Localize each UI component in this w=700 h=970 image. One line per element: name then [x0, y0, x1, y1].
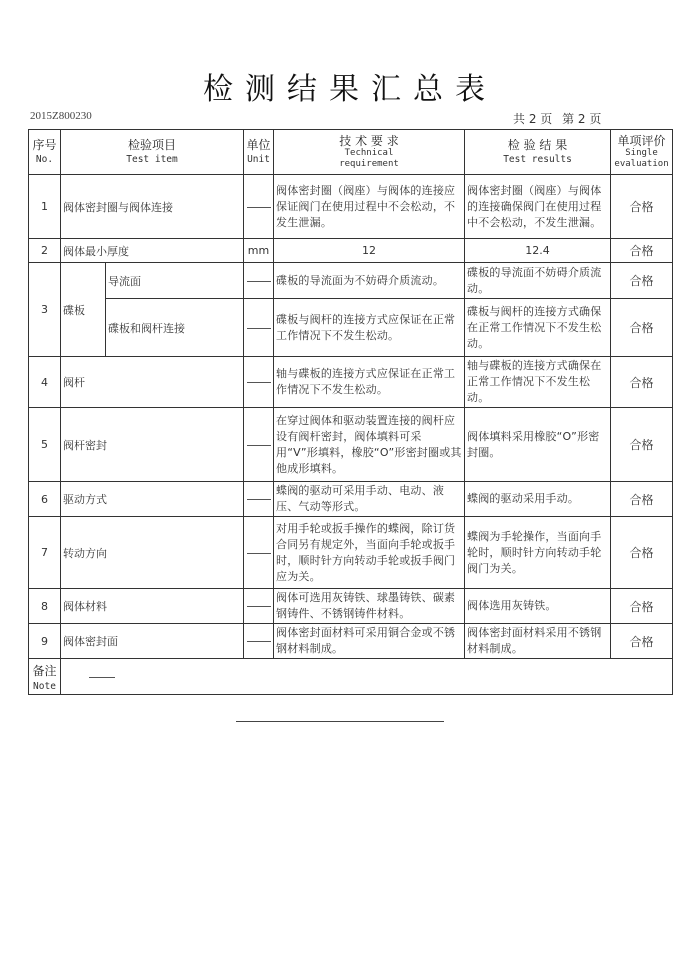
row-requirement: 对用手轮或扳手操作的蝶阀，除订货合同另有规定外，当面向手轮或扳手时，顺时针方向转动手轮或扳手阀门应为关。: [274, 517, 465, 589]
row-evaluation: 合格: [611, 408, 673, 482]
table-row: [29, 299, 673, 357]
row-requirement: 阀体可选用灰铸铁、球墨铸铁、碳素钢铸件、不锈钢铸件材料。: [274, 589, 465, 624]
table-row: [29, 357, 673, 408]
page-total: 共 2 页: [513, 112, 553, 126]
row-requirement: 12: [274, 239, 465, 263]
row-item: 驱动方式: [61, 482, 244, 517]
row-item: 阀体最小厚度: [61, 239, 244, 263]
row-requirement: 在穿过阀体和驱动装置连接的阀杆应设有阀杆密封，阀体填料可采用“V”形填料，橡胶“O”形密封圈或其他成形填料。: [274, 408, 465, 482]
row-result: 碟板的导流面不妨碍介质流动。: [465, 263, 611, 299]
header-unit: 单位 Unit: [244, 130, 274, 175]
header-result: 检 验 结 果 Test results: [465, 130, 611, 175]
row-unit: [244, 299, 274, 357]
row-requirement: 轴与碟板的连接方式应保证在正常工作情况下不发生松动。: [274, 357, 465, 408]
row-requirement: 蝶阀的驱动可采用手动、电动、液压、气动等形式。: [274, 482, 465, 517]
header-row: [29, 130, 673, 175]
header-evaluation: 单项评价 Single evaluation: [611, 130, 673, 175]
row-requirement: 阀体密封面材料可采用铜合金或不锈钢材料制成。: [274, 624, 465, 659]
row-result: 轴与碟板的连接方式确保在正常工作情况下不发生松动。: [465, 357, 611, 408]
row-item: 阀体密封面: [61, 624, 244, 659]
row-evaluation: 合格: [611, 589, 673, 624]
table-row: [29, 482, 673, 517]
row-unit: [244, 482, 274, 517]
row-unit: [244, 624, 274, 659]
row-no: 7: [29, 517, 61, 589]
row-requirement: 碟板的导流面为不妨碍介质流动。: [274, 263, 465, 299]
row-evaluation: 合格: [611, 299, 673, 357]
row-item: 转动方向: [61, 517, 244, 589]
row-evaluation: 合格: [611, 517, 673, 589]
row-requirement: 阀体密封圈（阀座）与阀体的连接应保证阀门在使用过程中不会松动，不发生泄漏。: [274, 175, 465, 239]
report-number: 2015Z800230: [30, 110, 92, 122]
page-title: 检测结果汇总表: [203, 72, 497, 107]
row-result: 阀体密封面材料采用不锈钢材料制成。: [465, 624, 611, 659]
row-result: 碟板与阀杆的连接方式确保在正常工作情况下不发生松动。: [465, 299, 611, 357]
row-result: 蝶阀为手轮操作，当面向手轮时，顺时针方向转动手轮阀门为关。: [465, 517, 611, 589]
results-table: [28, 129, 673, 695]
row-result: 阀体填料采用橡胶“O”形密封圈。: [465, 408, 611, 482]
row-no: 8: [29, 589, 61, 624]
row-evaluation: 合格: [611, 175, 673, 239]
table-row: [29, 624, 673, 659]
row-unit: [244, 263, 274, 299]
row-evaluation: 合格: [611, 624, 673, 659]
row-no: 4: [29, 357, 61, 408]
row-no: 6: [29, 482, 61, 517]
note-row: [29, 659, 673, 695]
row-requirement: 碟板与阀杆的连接方式应保证在正常工作情况下不发生松动。: [274, 299, 465, 357]
row-item: 碟板: [61, 263, 106, 357]
row-unit: [244, 175, 274, 239]
header-seq: 序号 No.: [29, 130, 61, 175]
table-row: [29, 239, 673, 263]
row-unit: [244, 408, 274, 482]
header-requirement: 技 术 要 求 Technical requirement: [274, 130, 465, 175]
row-unit: [244, 517, 274, 589]
row-unit: mm: [244, 239, 274, 263]
row-item: 阀杆密封: [61, 408, 244, 482]
row-evaluation: 合格: [611, 263, 673, 299]
row-item: 阀杆: [61, 357, 244, 408]
row-evaluation: 合格: [611, 239, 673, 263]
row-evaluation: 合格: [611, 357, 673, 408]
row-unit: [244, 357, 274, 408]
row-result: 阀体密封圈（阀座）与阀体的连接确保阀门在使用过程中不会松动，不发生泄漏。: [465, 175, 611, 239]
row-unit: [244, 589, 274, 624]
row-no: 2: [29, 239, 61, 263]
table-row: [29, 517, 673, 589]
page-info: [513, 110, 607, 127]
note-value: [61, 659, 673, 695]
row-subitem: 碟板和阀杆连接: [106, 299, 244, 357]
page-current: 第 2 页: [562, 112, 602, 126]
row-item: 阀体密封圈与阀体连接: [61, 175, 244, 239]
row-result: 12.4: [465, 239, 611, 263]
row-result: 阀体选用灰铸铁。: [465, 589, 611, 624]
row-result: 蝶阀的驱动采用手动。: [465, 482, 611, 517]
table-row: [29, 408, 673, 482]
row-no: 5: [29, 408, 61, 482]
table-row: [29, 263, 673, 299]
row-item: 阀体材料: [61, 589, 244, 624]
row-subitem: 导流面: [106, 263, 244, 299]
note-label: 备注 Note: [29, 659, 61, 695]
table-row: [29, 589, 673, 624]
header-item: 检验项目 Test item: [61, 130, 244, 175]
table-row: [29, 175, 673, 239]
row-no: 9: [29, 624, 61, 659]
row-evaluation: 合格: [611, 482, 673, 517]
row-no: 3: [29, 263, 61, 357]
end-of-table-rule: [236, 721, 444, 722]
row-no: 1: [29, 175, 61, 239]
